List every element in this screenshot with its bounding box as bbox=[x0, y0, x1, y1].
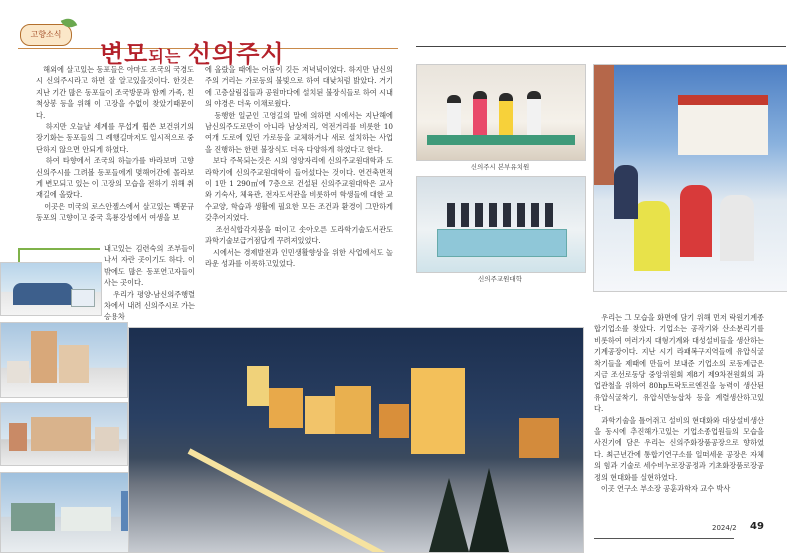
building-shape bbox=[247, 366, 269, 406]
green-divider-horizontal bbox=[18, 248, 100, 250]
building-shape bbox=[95, 427, 119, 451]
building-shape bbox=[31, 417, 91, 451]
people-group bbox=[447, 203, 557, 227]
child-figure bbox=[720, 195, 754, 261]
road-shape bbox=[188, 448, 473, 553]
photo-kindergarten bbox=[416, 64, 586, 161]
issue-label: 2024/2 bbox=[712, 524, 737, 532]
table-shape bbox=[427, 135, 575, 145]
photo-building-3 bbox=[0, 402, 128, 466]
article-column-1-narrow: 내고있는 김련숙의 조부들이 나서 자란 곳이기도 하다. 이 밖에도 많은 동포연고자들이 사는 곳이다. 우리가 평양-남신의주행렬차에서 내려 신의주시로 가는 승용차 bbox=[104, 244, 195, 322]
title-part2: 되는 bbox=[148, 47, 188, 66]
building-shape bbox=[7, 361, 29, 383]
footer-rule bbox=[594, 538, 734, 539]
building-shape bbox=[411, 368, 465, 454]
tree-shape bbox=[429, 478, 469, 552]
section-badge: 고향소식 bbox=[20, 24, 72, 46]
building-shape bbox=[594, 65, 614, 185]
photo-building-2 bbox=[0, 322, 128, 398]
tree-shape bbox=[469, 468, 509, 552]
child-figure bbox=[634, 201, 670, 271]
title-part1: 변모 bbox=[100, 40, 149, 68]
building-shape bbox=[269, 388, 303, 428]
building-shape bbox=[11, 503, 55, 531]
child-figure bbox=[680, 185, 712, 257]
building-shape bbox=[379, 404, 409, 438]
photo-children-snow bbox=[593, 64, 787, 292]
title-part3: 신의주시 bbox=[187, 40, 285, 68]
building-shape bbox=[305, 396, 335, 434]
building-shape bbox=[31, 331, 57, 383]
building-shape bbox=[9, 423, 27, 451]
building-shape bbox=[61, 507, 111, 531]
photo-teachers-college bbox=[416, 176, 586, 273]
article-column-3: 우리는 그 모습을 화면에 담기 위해 먼저 락원기계종합기업소를 찾았다. 기업소는 공작기와 산소분리기를 비롯하여 여러가지 대형기계와 대성설비들을 생산하는 기계공장이다. 지난 시기 라패복구지역들에 유압식굴착기들을 제때에 만들어 보내준 기업소의 로동계급은 지금 조선로동당 중앙위원회 제8기 제9차전원회의 과업관철을 위하여 80hp트락토르엔진을 능력이 생산된 유압식굴착기, 유압식만능삽차 등을 계렬생산하고있다. 과학기술을 틀어쥐고 설비의 현대화와 대상설비생산을 동시에 추진해가고있는 기업소종업원들의 모습을 사진기에 담은 우리는 신의주화장품공장으로 향하였다. 최근년간에 통합기연구소를 일떠세운 공장은 자체의 힘과 기술로 세수비누로장공정과 기초화장품로장공정의 현대화를 실현하였다. 이곳 연구소 부소장 공훈과학자 교수 박사 bbox=[594, 313, 764, 494]
building-shape bbox=[519, 418, 559, 458]
page-number: 49 bbox=[750, 521, 764, 532]
exhibit-table bbox=[437, 229, 567, 257]
photo-building-1 bbox=[0, 262, 102, 316]
photo-night-city bbox=[128, 327, 584, 553]
building-shape bbox=[335, 386, 371, 434]
child-figure bbox=[614, 165, 638, 219]
building-shape bbox=[71, 289, 95, 307]
article-column-1: 해외에 살고있는 동포들은 아마도 조국의 국경도시 신의주시라고 하면 잘 알고있을것이다. 한것은 지난 기간 많은 동포들이 조국방문과 함께 가족, 친척상봉 등을 위해 이 고장을 수없이 찾았기때문이다. 하지만 오늘날 세계를 무섭게 휩쓴 보건위기의 장기화는 동포들의 그 례행길마저도 일시적으로 중단하지 않으면 안되게 하였다. 하여 타향에서 조국의 하늘가를 바라보며 고향 신의주시를 그려볼 동포들에게 몇해어간에 몰라보게 변모되고 있는 이 고장의 모습을 전하기 위해 취재길에 올랐다. 이곳은 미국의 로스안젤스에서 살고있는 백문규동포의 고향이고 중국 흑룡강성에서 여생을 보 bbox=[36, 65, 194, 223]
building-shape bbox=[678, 95, 768, 155]
article-column-2: 에 올랐을 때에는 어둠이 깃든 저녁녘이였다. 하지만 남신의주의 거리는 가로등의 불빛으로 하여 대낮처럼 밝았다. 거기에 고층살림집들과 공원마다에 설치된 불장식들로 하여 시내의 야경은 더욱 이채로웠다. 동행한 일군인 고영길의 말에 의하면 시에서는 지난해에 남신의주도로만이 아니라 남상저리, 역전거리를 비롯한 10여개 도로에 있던 가로등을 교체하거나 새로 설치하는 사업을 진행하는 한편 불장식도 더욱 다양하게 하였다고 한다. 보다 주목되는것은 시의 영양자리에 신의주교원대학과 도라학기에 신의주교원대학이 들어섰다는 것이다. 연건축면적이 1만 1 290㎡에 7층으로 건설된 신의주교원대학은 교사와 기숙사, 체육관, 전자도서관을 비롯하여 학생들에 대한 교수교양, 학습과 생활에 필요한 모든 조건과 환경이 그만하게 갖추어지였다. 조선식합각지붕을 떠이고 솟아오른 도라학기술도서관도 과학기술보급거점답게 꾸려져있었다. 시에서는 경제발전과 인민생활향상을 위한 사업에서도 놀라운 성과를 이룩하고있었다. bbox=[205, 65, 394, 268]
top-right-rule bbox=[416, 46, 786, 47]
caption-photo2: 신의주교원대학 bbox=[478, 275, 522, 283]
building-shape bbox=[13, 283, 73, 305]
caption-photo1: 신의주시 본부유치원 bbox=[470, 163, 530, 171]
building-shape bbox=[59, 345, 89, 383]
